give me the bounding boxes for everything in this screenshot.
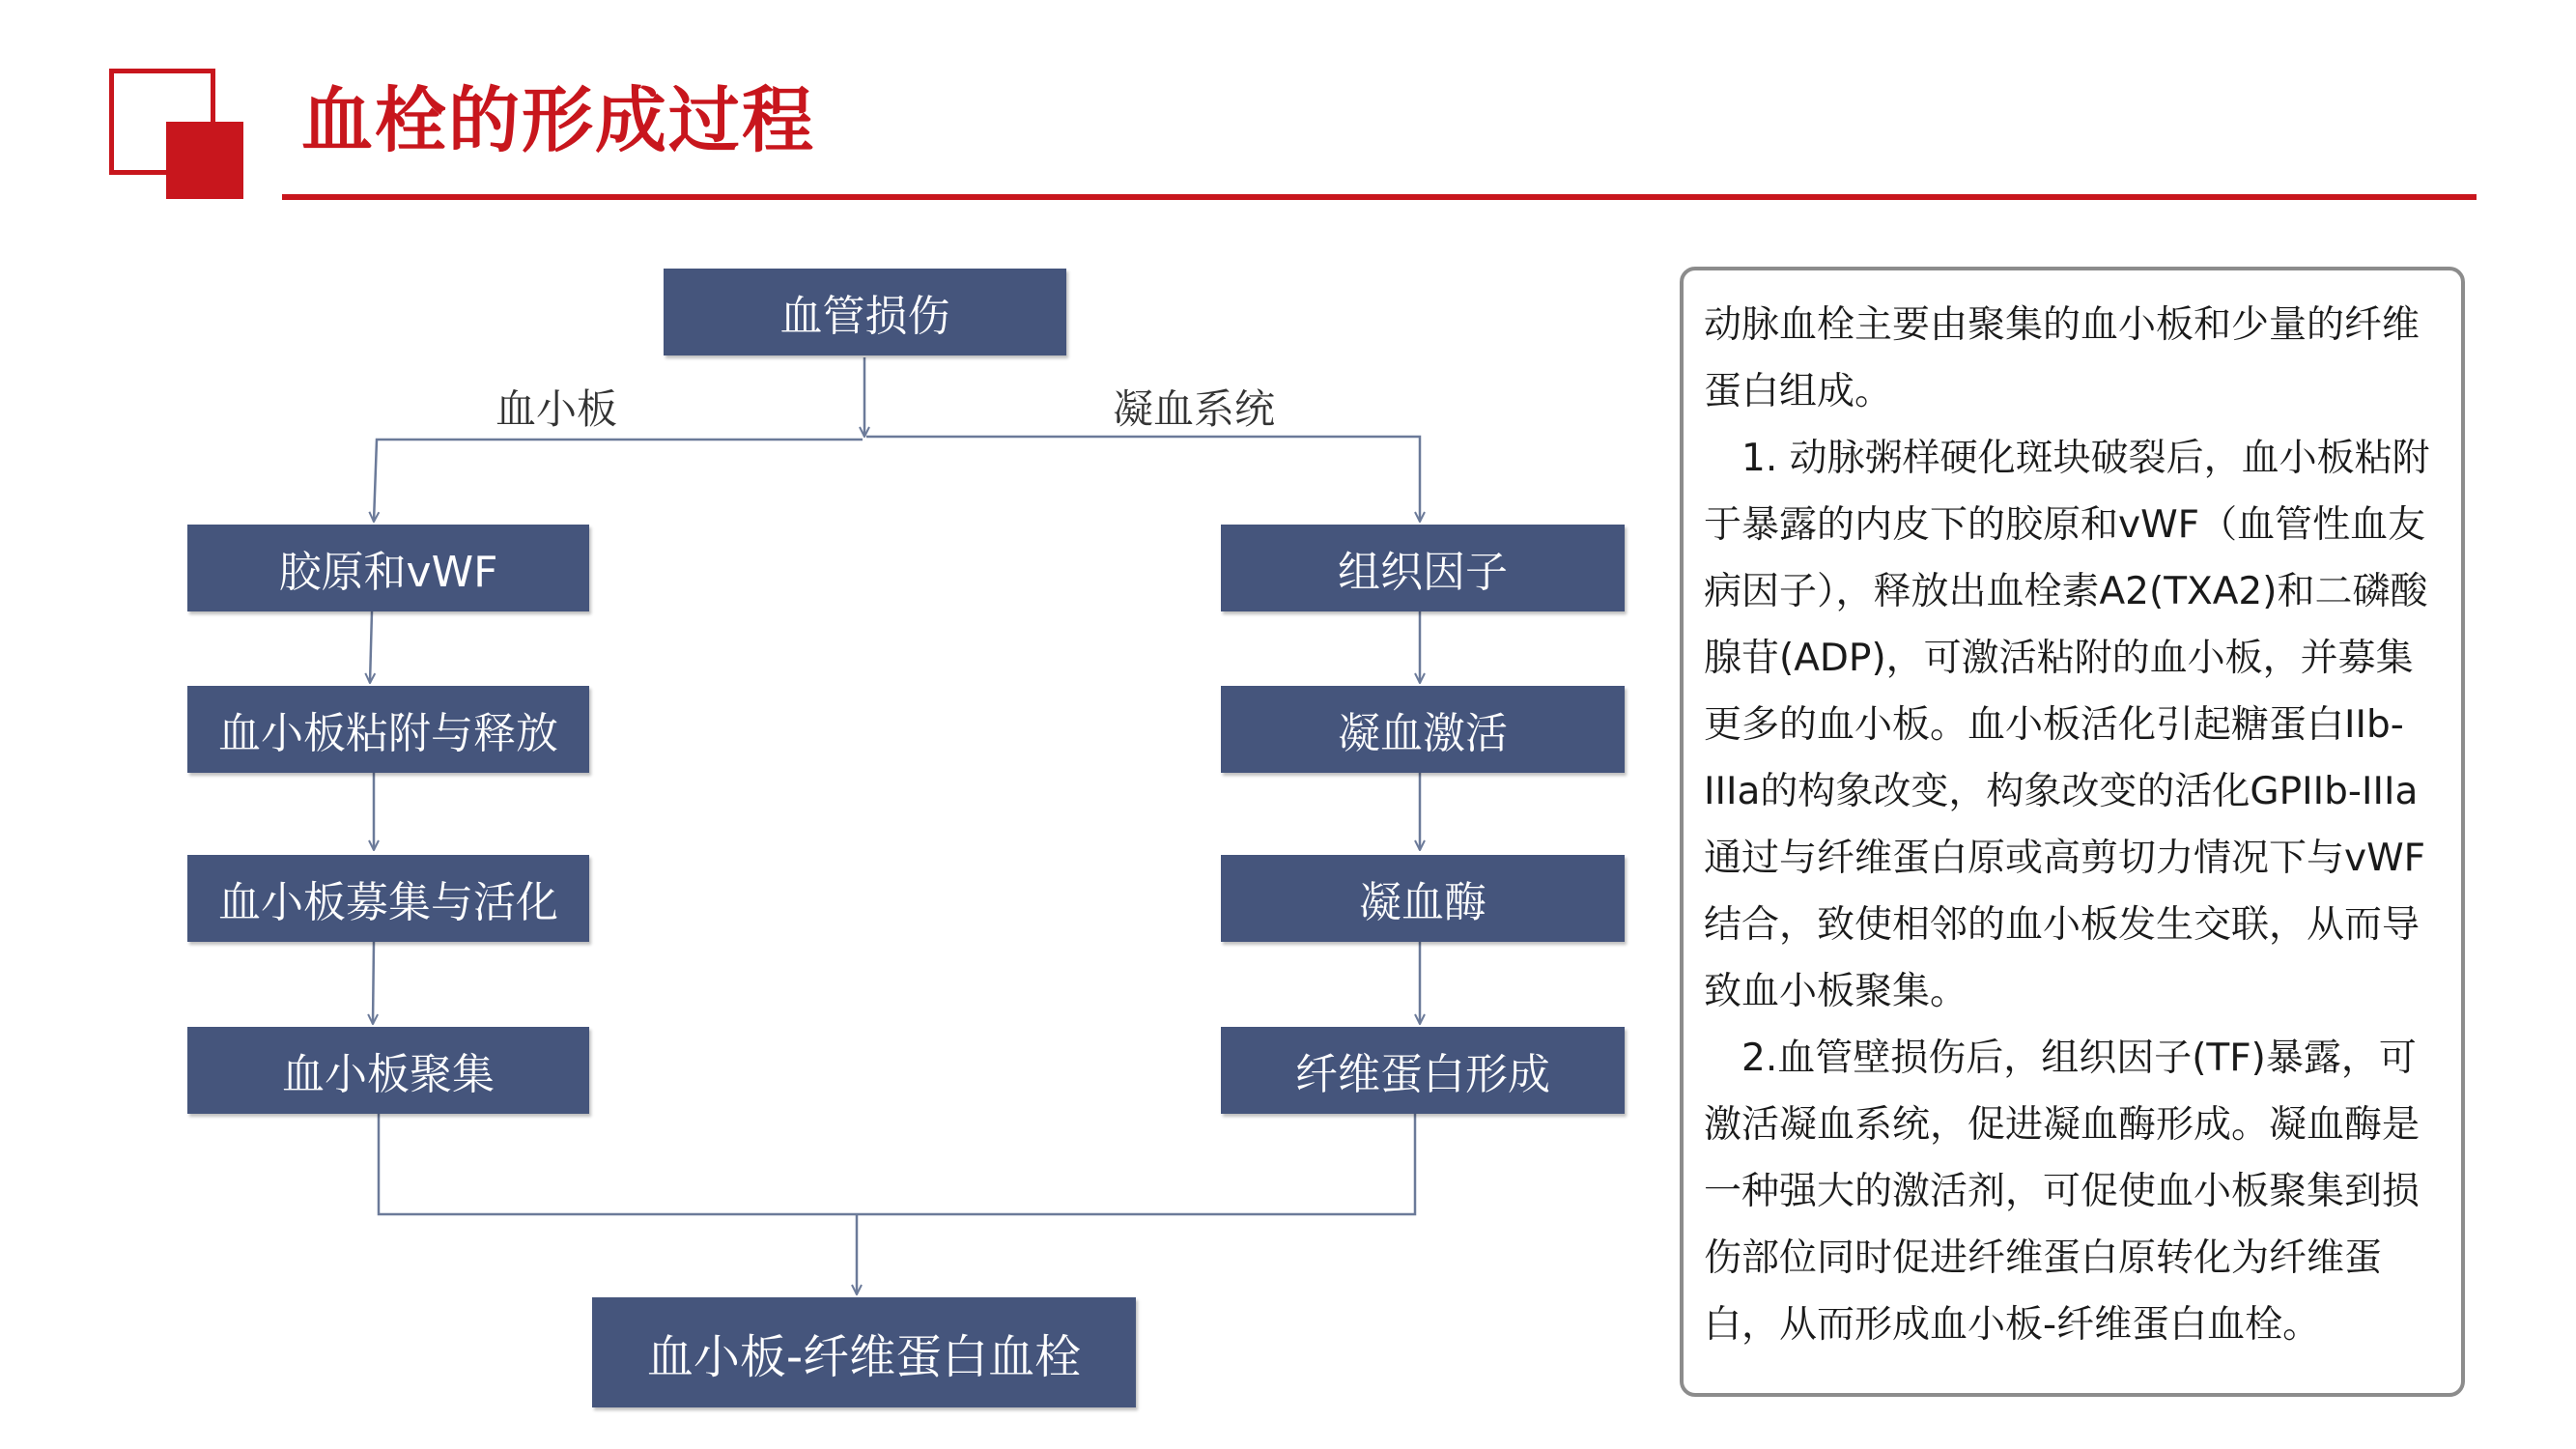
info-panel — [1680, 267, 2465, 1397]
node-platelet-adhesion: 血小板粘附与释放 — [187, 686, 589, 773]
node-vessel-injury: 血管损伤 — [664, 269, 1066, 355]
connector-left-1 — [370, 611, 372, 683]
node-collagen-vwf: 胶原和vWF — [187, 525, 589, 611]
connector-split-left — [374, 440, 863, 522]
node-fibrin-formation: 纤维蛋白形成 — [1221, 1027, 1625, 1114]
branch-label-platelet: 血小板 — [495, 385, 618, 433]
node-platelet-fibrin-thrombus: 血小板-纤维蛋白血栓 — [592, 1297, 1136, 1407]
logo-filled-square — [166, 122, 243, 199]
node-coagulation-activation: 凝血激活 — [1221, 686, 1625, 773]
page-title: 血栓的形成过程 — [301, 79, 815, 162]
node-thrombin: 凝血酶 — [1221, 855, 1625, 942]
title-divider — [282, 194, 2477, 200]
panel-paragraph-2: 2.血管壁损伤后，组织因子(TF)暴露，可激活凝血系统，促进凝血酶形成。凝血酶是一种强大的激活剂，可促使血小板聚集到损伤部位同时促进纤维蛋白原转化为纤维蛋白，从而形成血小板-纤维蛋白血栓。 — [1704, 1037, 2420, 1347]
node-tissue-factor: 组织因子 — [1221, 525, 1625, 611]
node-platelet-aggregation: 血小板聚集 — [187, 1027, 589, 1114]
branch-label-coagulation: 凝血系统 — [1113, 385, 1276, 433]
panel-paragraph-1: 1. 动脉粥样硬化斑块破裂后，血小板粘附于暴露的内皮下的胶原和vWF（血管性血友病因子），释放出血栓素A2(TXA2)和二磷酸腺苷(ADP)，可激活粘附的血小板，并募集更多的血小板。血小板活化引起糖蛋白IIb-IIIa的构象改变，构象改变的活化GPIIb-IIIa通过与纤维蛋白原或高剪切力情况下与vWF结合，致使相邻的血小板发生交联，从而导致血小板聚集。 — [1704, 437, 2430, 1013]
connector-merge — [379, 1112, 1415, 1214]
node-platelet-recruitment: 血小板募集与活化 — [187, 855, 589, 942]
connector-split-right — [866, 437, 1420, 522]
connector-left-3 — [373, 942, 374, 1024]
panel-paragraph-intro: 动脉血栓主要由聚集的血小板和少量的纤维蛋白组成。 — [1704, 303, 2420, 413]
